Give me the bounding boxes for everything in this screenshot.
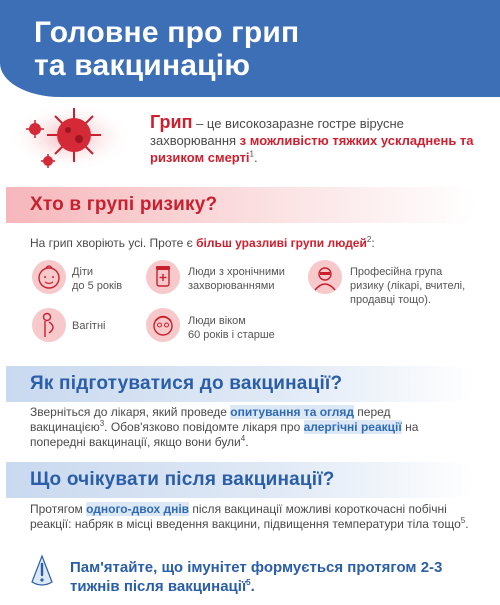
flu-complications: з можливістю тяжких ускладнень та ризиком смерті: [150, 133, 474, 165]
exam-highlight: опитування та огляд: [230, 405, 354, 419]
group-pregnant: [72, 319, 105, 333]
after-section-banner: [6, 462, 476, 498]
group-label: 60 років і старше: [188, 329, 275, 341]
prep-section-banner: [6, 366, 476, 402]
title-line-1: Головне про грип: [34, 16, 300, 49]
group-label: захворюваннями: [188, 280, 275, 292]
flu-definition-text: – це високозаразне гостре вірусне захворювання: [150, 116, 404, 148]
page-title: [34, 16, 299, 82]
group-chronic: [188, 265, 285, 293]
footnote-ref: 5: [460, 516, 466, 525]
group-label: Люди з хронічними: [188, 266, 285, 278]
group-children: [72, 265, 122, 293]
risk-section-banner: [6, 187, 476, 223]
after-heading: Що очікувати після вакцинації?: [30, 469, 335, 490]
footnote-ref: 4: [240, 434, 246, 443]
allergy-highlight: алергічні реакції: [303, 420, 402, 434]
virus-illustration: [10, 102, 130, 172]
group-label: Люди віком: [188, 315, 246, 327]
pregnant-icon: [32, 308, 66, 342]
group-label: продавці тощо).: [350, 294, 431, 306]
days-highlight: одного-двох днів: [86, 502, 190, 516]
exclamation-icon: [30, 554, 54, 588]
group-professional: [350, 265, 465, 307]
virus-icon: [47, 108, 101, 162]
footnote-ref: 5: [246, 578, 251, 587]
vulnerable-groups: більш уразливі групи людей: [196, 236, 367, 250]
risk-intro: [30, 236, 480, 251]
footnote-ref: 3: [99, 419, 105, 428]
prep-text-part: перед вакцинацією: [30, 405, 391, 434]
risk-intro-text: На грип хворіють усі. Проте є: [30, 236, 197, 250]
prep-text: [30, 405, 470, 450]
elderly-icon: [146, 308, 180, 342]
flu-word: Грип: [150, 112, 193, 132]
punctuation: .: [254, 150, 258, 165]
group-label: Вагітні: [72, 320, 106, 332]
group-label: Професійна група: [350, 266, 443, 278]
flu-definition: [150, 114, 480, 166]
punctuation: :: [371, 236, 375, 250]
group-label: Діти: [72, 266, 94, 278]
immunity-note-text: Пам'ятайте, що імунітет формується протягом 2-3 тижнів після вакцинації: [70, 559, 443, 595]
punctuation: .: [465, 517, 469, 531]
punctuation: .: [250, 578, 255, 595]
after-text-part: Протягом: [30, 502, 87, 516]
prep-text-part: Зверніться до лікаря, який проведе: [30, 405, 231, 419]
after-text-part: після вакцинації можливі короткочасні побічні реакції: набряк в місці введення вакцини, підвищення температури тіла тощо: [30, 502, 461, 531]
prep-text-part: . Обов'язково повідомте лікаря про: [104, 420, 304, 434]
risk-heading: Хто в групі ризику?: [30, 194, 218, 215]
doctor-icon: [308, 260, 342, 294]
after-text: [30, 502, 470, 532]
punctuation: .: [245, 435, 249, 449]
header-banner: [0, 0, 500, 97]
group-elderly: [188, 314, 275, 342]
immunity-note: [70, 558, 480, 596]
prep-heading: Як підготуватися до вакцинації?: [30, 373, 343, 394]
footnote-ref: 1: [249, 149, 254, 159]
group-label: ризику (лікарі, вчителі,: [350, 280, 466, 292]
group-label: до 5 років: [72, 280, 123, 292]
title-line-2: та вакцинацію: [34, 49, 251, 82]
footnote-ref: 2: [366, 235, 372, 244]
child-icon: [32, 260, 66, 294]
prep-text-part: на попередні вакцинації, якщо вони були: [30, 420, 419, 449]
medicine-icon: [146, 260, 180, 294]
